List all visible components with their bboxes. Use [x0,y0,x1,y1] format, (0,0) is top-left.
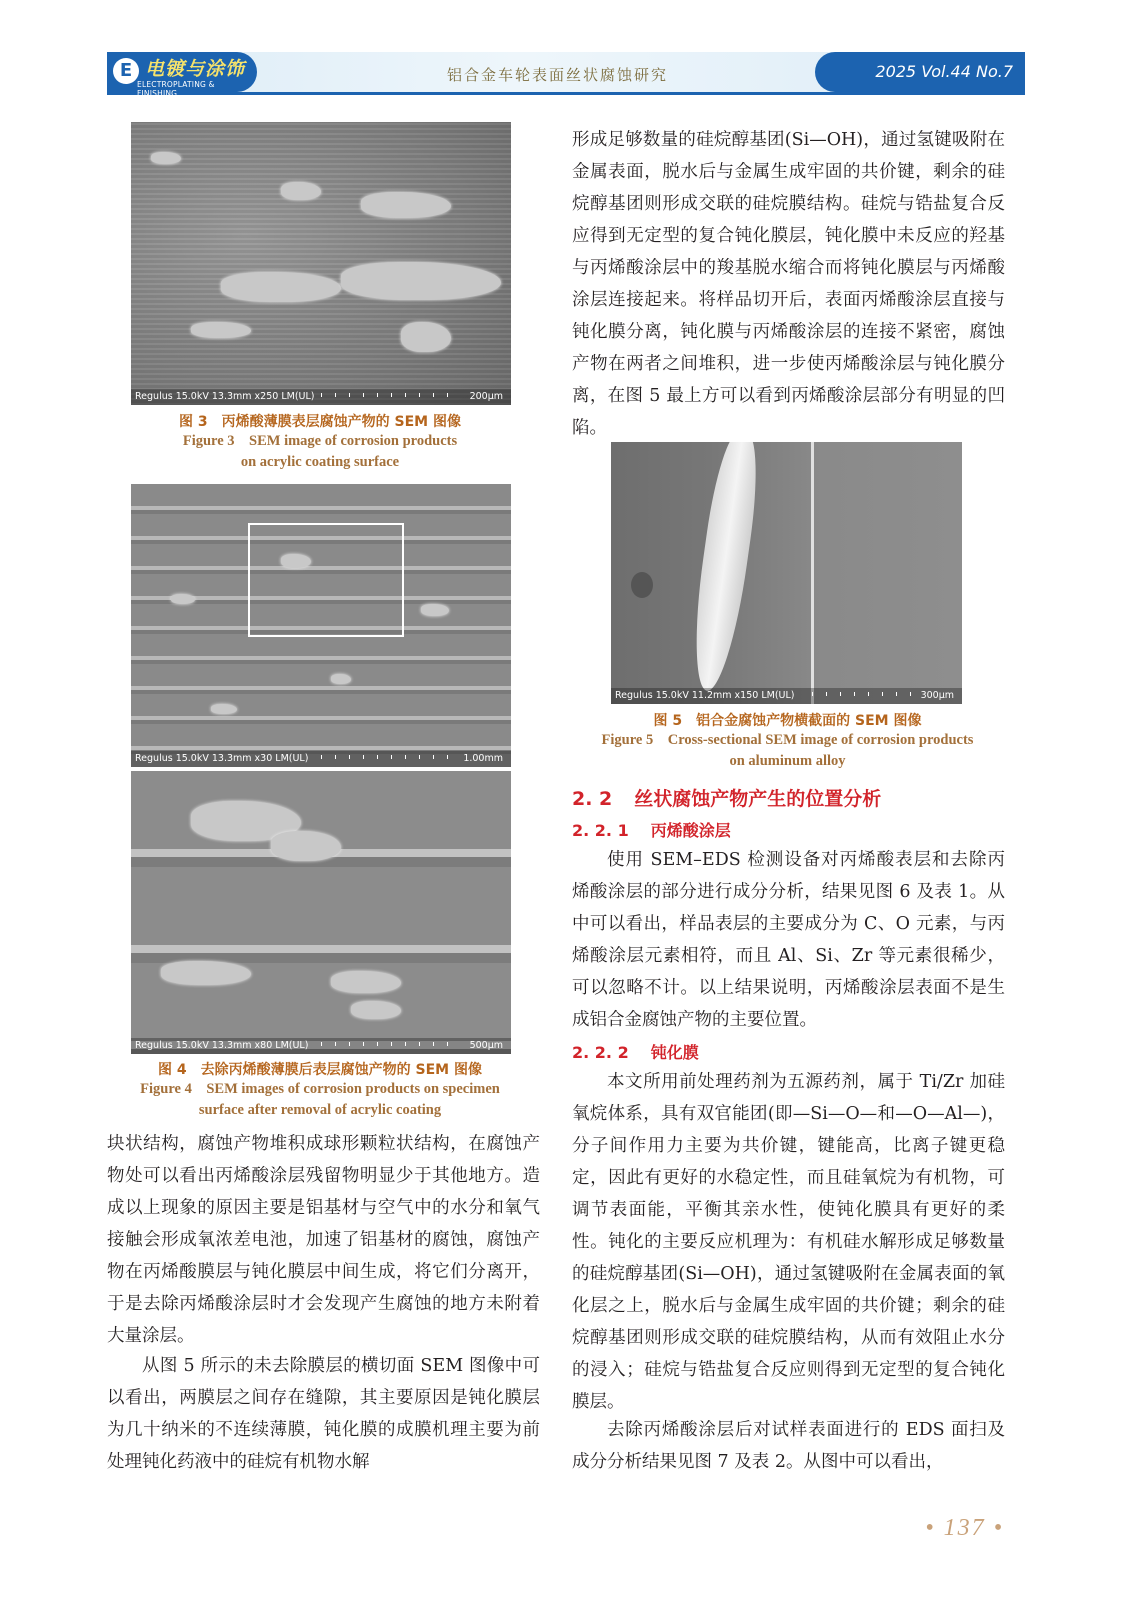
caption-cn: 图 3 丙烯酸薄膜表层腐蚀产物的 SEM 图像 [179,414,461,430]
page-number: • 137 • [925,1515,1004,1541]
journal-name-cn: 电镀与涂饰 [145,58,246,80]
scale-ticks [321,755,461,759]
page-header [107,52,1025,96]
section-heading-2-2-2 [572,1040,699,1063]
cross-section-layer [685,442,765,694]
issue-text: 2025 Vol.44 No.7 [875,62,1013,81]
journal-logo [107,52,257,98]
figure-4b-sem-image [131,771,511,1054]
section-title: 丝状腐蚀产物产生的位置分析 [634,788,882,810]
scale-label: 1.00mm [463,753,503,764]
caption-en-line1: Figure 5 Cross-sectional SEM image of corrosion products [601,732,974,748]
sem-info-bar [131,751,511,767]
section-heading-2-2-1 [572,818,731,841]
scale-ticks [321,1042,461,1046]
interface-line [811,442,814,704]
section-number: 2. 2. 1 [572,821,629,840]
caption-en-line2: surface after removal of acrylic coating [198,1102,442,1118]
running-title: 铝合金车轮表面丝状腐蚀研究 [447,66,669,84]
caption-cn: 图 5 铝合金腐蚀产物横截面的 SEM 图像 [653,713,922,729]
right-paragraph-1: 形成足够数量的硅烷醇基团(Si—OH)，通过氢键吸附在金属表面，脱水后与金属生成牢固的共价键，剩余的硅烷醇基团则形成交联的硅烷膜结构。硅烷与锆盐复合反应得到无定型的复合钝化膜层，钝化膜中未反应的羟基与丙烯酸涂层中的羧基脱水缩合而将钝化膜层与丙烯酸涂层连接起来。将样品切开后，表面丙烯酸涂层直接与钝化膜分离，钝化膜与丙烯酸涂层的连接不紧密，腐蚀产物在两者之间堆积，进一步使丙烯酸涂层与钝化膜分离，在图 5 最上方可以看到丙烯酸涂层部分有明显的凹陷。 [572,130,1005,438]
zoom-region-box [248,523,404,637]
sem-info: Regulus 15.0kV 11.2mm x150 LM(UL) [615,690,795,701]
scale-label: 300μm [920,690,954,701]
caption-en-line2: on acrylic coating surface [240,454,400,470]
journal-name-en: ELECTROPLATING & FINISHING [137,80,215,98]
caption-en-line1: Figure 4 SEM images of corrosion products on specimen [140,1081,500,1097]
figure-5-caption [560,710,1015,772]
scale-label: 500μm [469,1040,503,1051]
section-number: 2. 2 [572,788,613,810]
right-paragraph-3: 本文所用前处理药剂为五源药剂，属于 Ti/Zr 加硅氧烷体系，具有双官能团(即—Si—O—和—O—Al—)，分子间作用力主要为共价键，键能高，比离子键更稳定，因此有更好的水稳定性，而且硅氧烷为有机物，可调节表面能，平衡其亲水性，使钝化膜具有更好的柔性。钝化的主要反应机理为：有机硅水解形成足够数量的硅烷醇基团(Si—OH)，通过氢键吸附在金属表面的氧化层之上，脱水后与金属生成牢固的共价键；剩余的硅烷醇基团则形成交联的硅烷膜结构，从而有效阻止水分的浸入；硅烷与锆盐复合反应则得到无定型的复合钝化膜层。 [572,1072,1005,1412]
section-heading-2-2 [572,784,881,811]
scale-label: 200μm [469,391,503,402]
left-paragraph-1: 块状结构，腐蚀产物堆积成球形颗粒状结构，在腐蚀产物处可以看出丙烯酸涂层残留物明显少于其他地方。造成以上现象的原因主要是铝基材与空气中的水分和氧气接触会形成氧浓差电池，加速了铝基材的腐蚀，腐蚀产物在丙烯酸膜层与钝化膜层中间生成，将它们分离开，于是去除丙烯酸涂层时才会发现产生腐蚀的地方未附着大量涂层。 [107,1134,540,1346]
figure-3-sem-image [131,122,511,405]
figure-3-caption [120,411,520,473]
figure-4a-sem-image [131,484,511,767]
sem-info-bar [131,389,511,405]
sem-info: Regulus 15.0kV 13.3mm x80 LM(UL) [135,1040,309,1051]
sem-info: Regulus 15.0kV 13.3mm x250 LM(UL) [135,391,315,402]
journal-logo-icon: E [113,58,139,84]
issue-badge [815,52,1025,92]
scale-ticks [812,692,912,696]
scale-ticks [321,393,461,397]
caption-en-line1: Figure 3 SEM image of corrosion products [182,433,458,449]
sem-info-bar [611,688,962,704]
caption-cn: 图 4 去除丙烯酸薄膜后表层腐蚀产物的 SEM 图像 [158,1062,482,1078]
caption-en-line2: on aluminum alloy [729,753,846,769]
right-paragraph-4: 去除丙烯酸涂层后对试样表面进行的 EDS 面扫及成分分析结果见图 7 及表 2。从图中可以看出， [572,1420,1005,1472]
section-title: 钝化膜 [650,1043,699,1062]
sem-info-bar [131,1038,511,1054]
section-title: 丙烯酸涂层 [650,821,731,840]
right-paragraph-2: 使用 SEM–EDS 检测设备对丙烯酸表层和去除丙烯酸涂层的部分进行成分分析，结果见图 6 及表 1。从中可以看出，样品表层的主要成分为 C、O 元素，与丙烯酸涂层元素相符，而且 Al、Si、Zr 等元素很稀少，可以忽略不计。以上结果说明，丙烯酸涂层表面不是生成铝合金腐蚀产物的主要位置。 [572,850,1005,1030]
figure-4-caption [100,1059,540,1121]
sem-info: Regulus 15.0kV 13.3mm x30 LM(UL) [135,753,309,764]
section-number: 2. 2. 2 [572,1043,629,1062]
left-paragraph-2: 从图 5 所示的未去除膜层的横切面 SEM 图像中可以看出，两膜层之间存在缝隙，其主要原因是钝化膜层为几十纳米的不连续薄膜，钝化膜的成膜机理主要为前处理钝化药液中的硅烷有机物水解 [107,1356,540,1472]
figure-5-sem-image [611,442,962,704]
